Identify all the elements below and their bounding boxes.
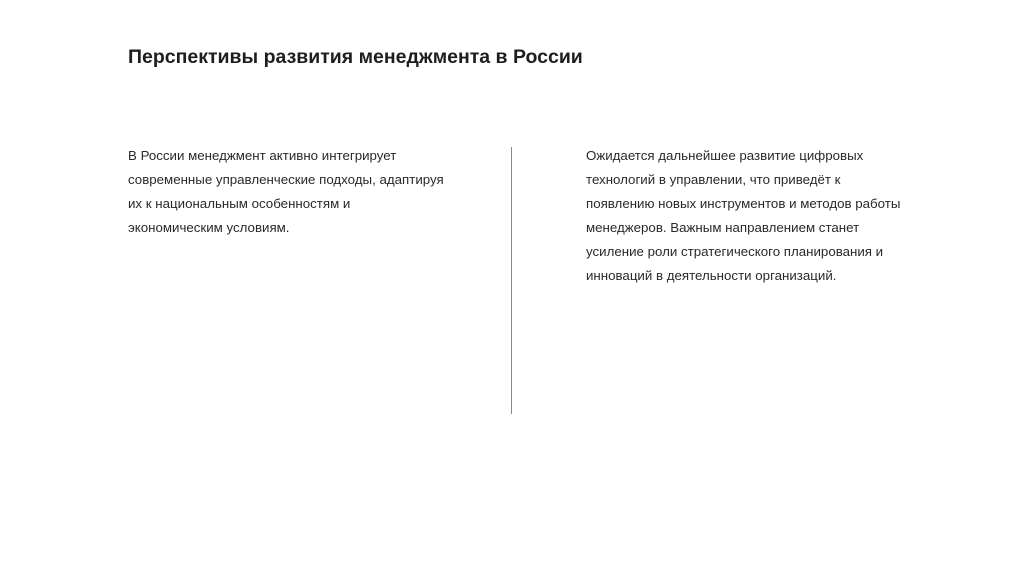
right-text-line: инноваций в деятельности организаций.: [586, 268, 837, 283]
left-text-line: их к национальным особенностям и: [128, 196, 351, 211]
left-text-column: [128, 144, 478, 240]
left-text-line: В России менеджмент активно интегрирует: [128, 148, 397, 163]
left-text-line: современные управленческие подходы, адаптируя: [128, 172, 444, 187]
right-text-line: усиление роли стратегического планирования и: [586, 244, 884, 259]
left-text-line: экономическим условиям.: [128, 220, 290, 235]
column-divider: [511, 147, 512, 414]
right-text-line: Ожидается дальнейшее развитие цифровых: [586, 148, 864, 163]
right-text-line: менеджеров. Важным направлением станет: [586, 220, 860, 235]
right-text-column: [586, 144, 926, 288]
slide-title: Перспективы развития менеджмента в России: [128, 46, 583, 68]
right-text-line: появлению новых инструментов и методов работы: [586, 196, 901, 211]
right-text-line: технологий в управлении, что приведёт к: [586, 172, 841, 187]
